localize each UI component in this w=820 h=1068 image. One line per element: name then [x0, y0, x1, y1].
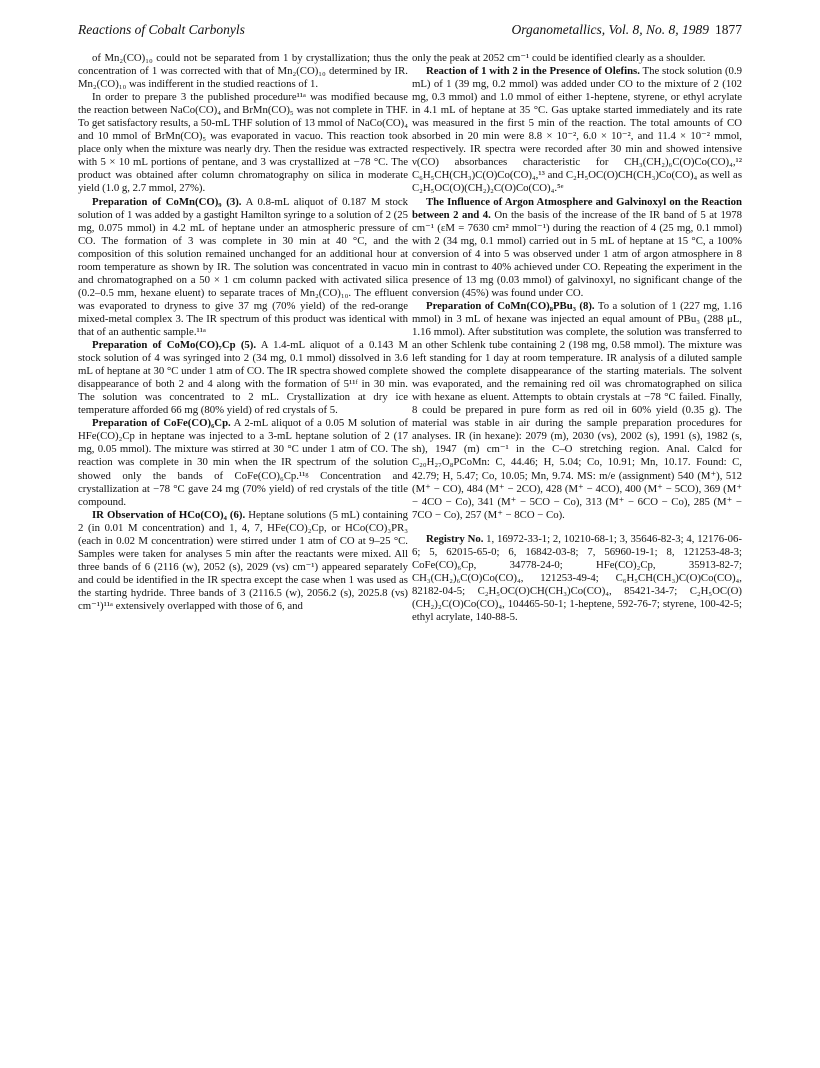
paragraph-heading: The Influence of Argon Atmosphere and Galvinoxyl on the Reaction between 2 and 4.	[412, 195, 742, 221]
body-paragraph	[78, 52, 408, 91]
paragraph-text: In order to prepare 3 the published procedure¹¹ᵃ was modified because the reaction between NaCo(CO)₄ and BrMn(CO)₅ was not complete in THF. To get satisfactory results, a 50-mL THF solution of 13 mmol of NaCo(CO)₄ and 10 mmol of BrMn(CO)₅ was evaporated in vacuo. This reaction took place only when the mixture was nearly dry. Then the residue was extracted with 5 × 10 mL portions of pentane, and 3 was crystallized at −78 °C. The product was obtained after column chromatography on silica in moderate yield (1.0 g, 2.7 mmol, 27%).	[78, 91, 408, 195]
body-paragraph	[412, 65, 742, 195]
body-paragraph	[412, 196, 742, 300]
left-column	[78, 52, 408, 613]
body-paragraph	[78, 91, 408, 195]
paragraph-text: A 0.8-mL aliquot of 0.187 M stock solution of 1 was added by a gastight Hamilton syringe to a solution of 2 (25 mg, 0.075 mmol) in 4.2 mL of heptane under an atmospheric pressure of CO. The formation of 3 was complete in 30 min at 40 °C, and the composition of this solution remained unchanged for an additional hour at room temperature as shown by IR. The solution was concentrated in vacuo and chromatographed on a 50 × 1 cm column packed with activated silica (0.2–0.5 mm, hexane eluent) to separate traces of Mn₂(CO)₁₀. The effluent was evaporated to dryness to give 37 mg (70% yield) of the red-orange mixed-metal complex 3. The IR spectrum of this product was identical with that of an authentic sample.¹¹ᵃ	[78, 195, 408, 338]
paragraph-text: 1, 16972-33-1; 2, 10210-68-1; 3, 35646-82-3; 4, 12176-06-6; 5, 62015-65-0; 6, 16842-03-8; 7, 56960-19-1; 8, 121253-48-3; CoFe(CO)₆Cp, 34778-24-0; HFe(CO)₂Cp, 35913-82-7; CH₃(CH₂)₆C(O)Co(CO)₄, 121253-49-4; C₆H₅CH(CH₃)C(O)Co(CO)₄, 82182-04-5; C₂H₅OC(O)CH(CH₃)Co(CO)₄, 85421-34-7; C₂H₅OC(O)(CH₂)₂C(O)Co(CO)₄, 104465-50-1; 1-heptene, 592-76-7; styrene, 100-42-5; ethyl acrylate, 140-88-5.	[412, 532, 742, 623]
running-title: Reactions of Cobalt Carbonyls	[78, 22, 245, 37]
journal-citation	[512, 22, 743, 38]
paragraph-text: A 2-mL aliquot of a 0.05 M solution of HFe(CO)₂Cp in heptane was injected to a 3-mL heptane solution of 2 (17 mg, 0.05 mmol). The mixture was stirred at 30 °C under 1 atm of CO. The reaction was complete in 30 min when the IR spectrum of the solution showed only the bands of CoFe(CO)₆Cp.¹¹ᵍ Concentration and crystallization at −78 °C gave 24 mg (70% yield) of red crystals of the title compound.	[78, 417, 408, 508]
body-paragraph	[78, 509, 408, 613]
body-paragraph	[78, 339, 408, 417]
paragraph-text: only the peak at 2052 cm⁻¹ could be identified clearly as a shoulder.	[412, 52, 706, 64]
paragraph-text: A 1.4-mL aliquot of a 0.143 M stock solution of 4 was syringed into 2 (34 mg, 0.1 mmol) dissolved in 3.6 mL of heptane at 30 °C under 1 atm of CO. The IR spectra showed complete disappearance of both 2 and 4 along with the formation of 5¹¹ᶠ in 30 min. The solution was concentrated to 2 mL. Crystallization at dry ice temperature afforded 66 mg (80% yield) of red crystals of 5.	[78, 339, 408, 417]
page-number: 1877	[715, 22, 742, 37]
paragraph-heading: Preparation of CoFe(CO)₆Cp.	[92, 417, 231, 430]
paragraph-heading: IR Observation of HCo(CO)₄ (6).	[92, 508, 246, 521]
body-paragraph	[412, 300, 742, 522]
body-paragraph	[412, 52, 742, 65]
paragraph-text: On the basis of the increase of the IR band of 5 at 1978 cm⁻¹ (εM = 7630 cm² mmol⁻¹) during the reaction of 4 (25 mg, 0.1 mmol) with 2 (34 mg, 0.1 mmol) carried out in 5 mL of heptane at 15 °C, a 100% conversion of 4 into 5 was observed under 1 atm of argon atmosphere in 8 min in contrast to 40% achieved under CO. Repeating the experiment in the presence of 13 mg (0.03 mmol) of galvinoxyl, no significant change of the conversion (45%) was found under CO.	[412, 208, 742, 299]
paragraph-text: of Mn₂(CO)₁₀ could not be separated from 1 by crystallization; thus the concentration of 1 was corrected with that of Mn₂(CO)₁₀ determined by IR. Mn₂(CO)₁₀ was indifferent in the studied reactions of 1.	[78, 52, 408, 91]
running-header	[78, 22, 742, 42]
paragraph-text: To a solution of 1 (227 mg, 1.16 mmol) in 3 mL of hexane was injected an equal amount of PBu₃ (288 μL, 1.16 mmol). After substitution was complete, the solution was transferred to an other Schlenk tube containing 2 (198 mg, 0.58 mmol). The mixture was left standing for 1 day at room temperature. IR analysis of a diluted sample showed the complete disappearance of the starting materials. The solvent was evaporated, and the remaining red oil was chromatographed on silica with hexane as eluent. Attempts to obtain crystals at −78 °C failed. Finally, 8 could be prepared in pure form as red oil in 60% yield (0.35 g). The material was stable in air during the sample preparation procedures for analyses. IR (in hexane): 2079 (m), 2030 (vs), 2002 (s), 1991 (s), 1982 (s, sh), 1947 (m) cm⁻¹ in the C–O stretching region. Anal. Calcd for C₂₀H₂₇O₈PCoMn: C, 44.46; H, 5.04; Co, 10.91; Mn, 10.17. Found: C, 42.79; H, 5.47; Co, 10.05; Mn, 9.74. MS: m/e (assignment) 540 (M⁺), 512 (M⁺ − CO), 484 (M⁺ − 2CO), 428 (M⁺ − 4CO), 400 (M⁺ − 5CO), 369 (M⁺ − 4CO − Co), 341 (M⁺ − 5CO − Co), 313 (M⁺ − 6CO − Co), 285 (M⁺ − 7CO − Co), 257 (M⁺ − 8CO − Co).	[412, 299, 742, 521]
right-column	[412, 52, 742, 624]
body-paragraph	[78, 417, 408, 508]
paragraph-heading: Registry No.	[426, 532, 484, 545]
paragraph-heading: Preparation of CoMn(CO)₈PBu₃ (8).	[426, 299, 595, 312]
paragraph-heading: Preparation of CoMn(CO)₉ (3).	[92, 195, 242, 208]
journal-volume: Organometallics, Vol. 8, No. 8, 1989	[511, 22, 709, 37]
paragraph-text: The stock solution (0.9 mL) of 1 (39 mg, 0.2 mmol) was added under CO to the mixture of 2 (102 mg, 0.3 mmol) and 1.0 mmol of either 1-heptene, styrene, or ethyl acrylate in 4.1 mL of heptane at 35 °C. Gas uptake started immediately and its rate was measured in the first 5 min of the reaction. The total amounts of CO absorbed in 20 min were 8.8 × 10⁻², 6.0 × 10⁻², and 11.4 × 10⁻² mmol, respectively. IR spectra were recorded after 30 min and showed intensive ν(CO) absorbances characteristic for CH₃(CH₂)₆C(O)Co(CO)₄,¹² C₆H₅CH(CH₃)C(O)Co(CO)₄,¹³ and C₂H₅OC(O)CH(CH₃)Co(CO)₄ as well as C₂H₅OC(O)(CH₂)₂C(O)Co(CO)₄.⁵ᵉ	[412, 65, 742, 195]
paragraph-heading: Reaction of 1 with 2 in the Presence of Olefins.	[426, 65, 640, 78]
body-paragraph	[78, 196, 408, 340]
paragraph-heading: Preparation of CoMo(CO)₇Cp (5).	[92, 339, 257, 352]
registry-paragraph	[412, 533, 742, 624]
paragraph-text: Heptane solutions (5 mL) containing 2 (in 0.01 M concentration) and 1, 4, 7, HFe(CO)₂Cp, or HCo(CO)₃PR₃ (each in 0.02 M concentration) were stirred under 1 atm of CO at 9–25 °C. Samples were taken for analyses 5 min after the reactants were mixed. All three bands of 6 (2116 (w), 2052 (s), 2029 (vs) cm⁻¹) appeared separately and could be identified in the IR spectra except the case when 1 was used as the starting hydride. Three bands of 3 (2116.5 (w), 2056.2 (s), 2025.8 (vs) cm⁻¹)¹¹ᵃ extensively overlapped with those of 6, and	[78, 508, 409, 612]
